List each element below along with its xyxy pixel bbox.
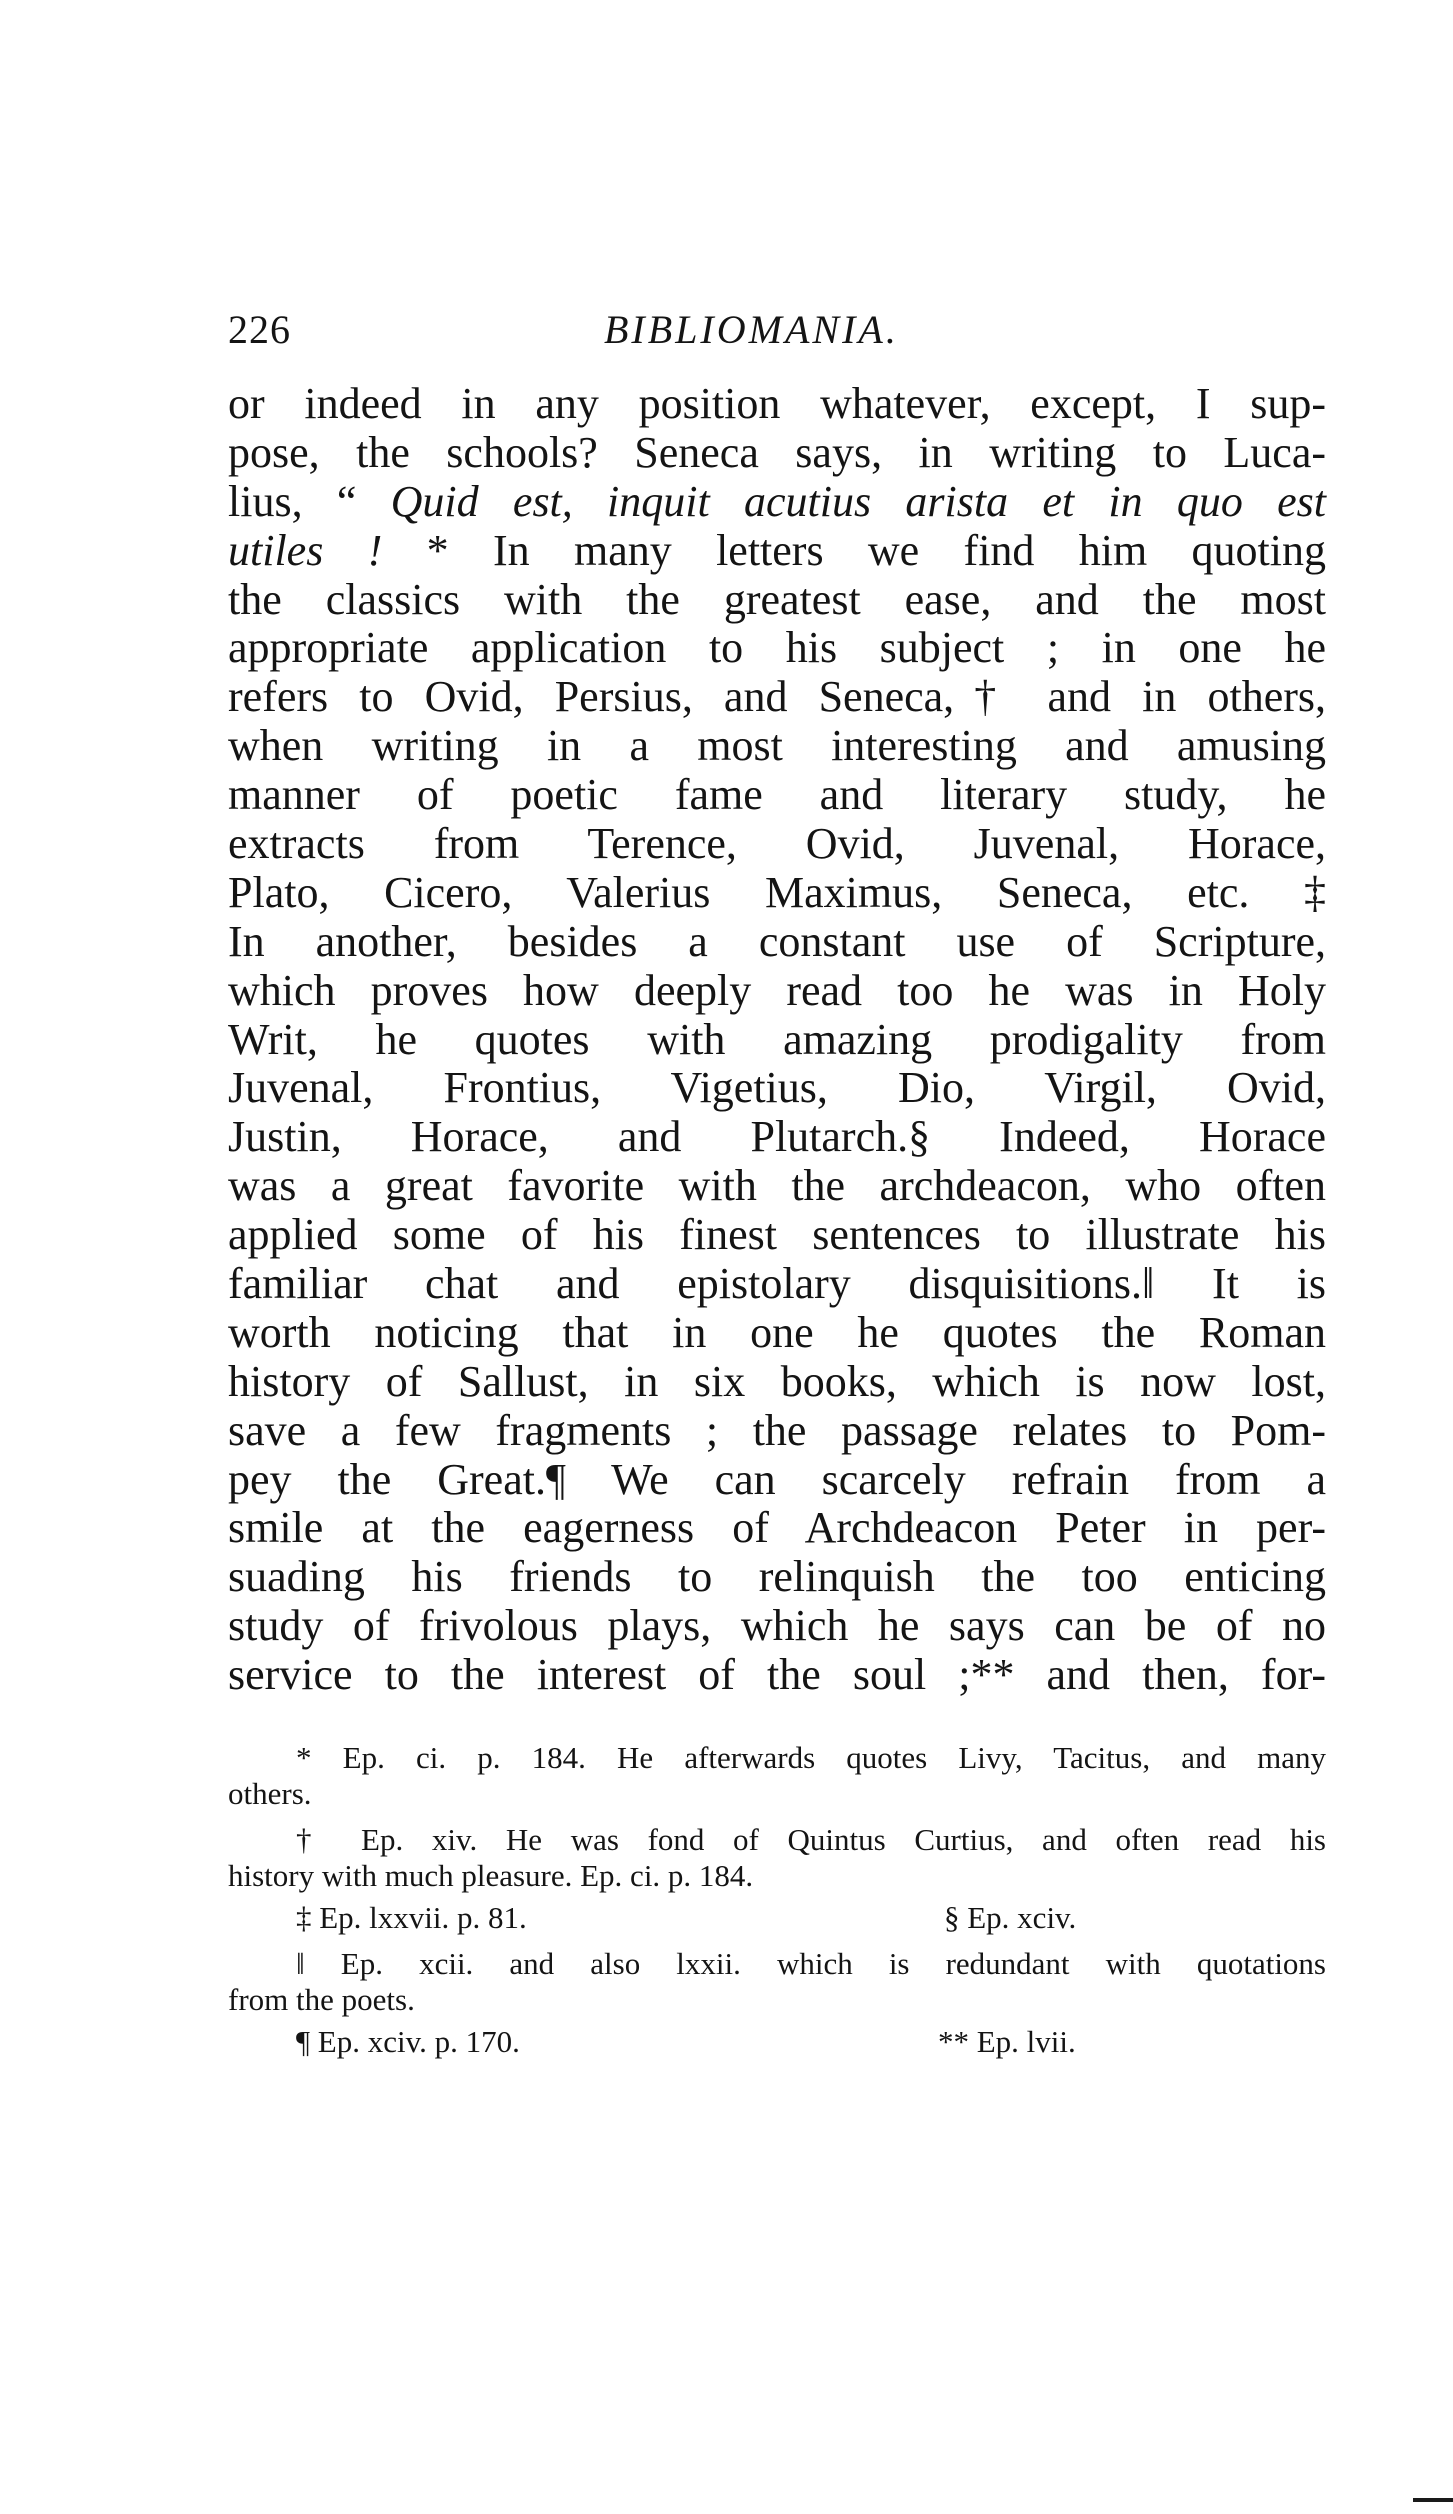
text-line: Juvenal, Frontius, Vigetius, Dio, Virgil, Ovid, <box>228 1063 1326 1113</box>
text-line: In another, besides a constant use of Scripture, <box>228 916 1326 966</box>
footnote-row-6-7 <box>228 2024 1326 2060</box>
footnote-5-continued: from the poets. <box>228 1982 415 2017</box>
text-line: pey the Great.¶ We can scarcely refrain from a <box>228 1454 1326 1504</box>
text-line: Writ, he quotes with amazing prodigality from <box>228 1014 1326 1064</box>
footnote-1: * Ep. ci. p. 184. He afterwards quotes Livy, Tacitus, and many <box>296 1740 1326 1775</box>
text-line: pose, the schools? Seneca says, in writing to Luca- <box>228 427 1326 477</box>
footnote-5: ‖ Ep. xcii. and also lxxii. which is redundant with quotations <box>296 1946 1326 1981</box>
text-line: familiar chat and epistolary disquisitions.‖ It is <box>228 1259 1326 1309</box>
scan-edge-mark <box>1413 2498 1453 2502</box>
text-line: extracts from Terence, Ovid, Juvenal, Horace, <box>228 819 1326 869</box>
text-line-latin-quote <box>228 478 1326 527</box>
text-line: was a great favorite with the archdeacon, who often <box>228 1161 1326 1211</box>
text-line: or indeed in any position whatever, except, I sup- <box>228 379 1326 428</box>
text-line: appropriate application to his subject ; in one he <box>228 623 1326 673</box>
text-fragment: lius, “ <box>228 476 391 526</box>
text-line: Plato, Cicero, Valerius Maximus, Seneca, etc. ‡ <box>228 867 1326 917</box>
running-head <box>228 300 1326 360</box>
text-fragment: * In many letters we find him quoting <box>426 525 1326 575</box>
text-line: smile at the eagerness of Archdeacon Peter in per- <box>228 1503 1326 1553</box>
footnote-3: ‡ Ep. lxxvii. p. 81. <box>296 1900 527 1935</box>
footnote-7: ** Ep. lvii. <box>938 2024 1076 2059</box>
footnote-6: ¶ Ep. xciv. p. 170. <box>296 2024 520 2059</box>
footnotes <box>228 1740 1326 2060</box>
text-line: the classics with the greatest ease, and the most <box>228 574 1326 624</box>
text-line: which proves how deeply read too he was in Holy <box>228 965 1326 1015</box>
text-line-latin-quote-end <box>228 527 1326 576</box>
body-text <box>228 380 1326 1700</box>
text-line: study of frivolous plays, which he says can be of no <box>228 1601 1326 1651</box>
footnote-row-3-4 <box>228 1900 1326 1936</box>
text-line: applied some of his finest sentences to illustrate his <box>228 1210 1326 1260</box>
latin-quote: utiles ! <box>228 525 427 575</box>
page-number: 226 <box>228 307 291 352</box>
footnote-1-continued: others. <box>228 1776 312 1811</box>
text-line: history of Sallust, in six books, which is now lost, <box>228 1356 1326 1406</box>
text-line: manner of poetic fame and literary study, he <box>228 770 1326 820</box>
footnote-4: § Ep. xciv. <box>944 1900 1077 1935</box>
latin-quote: Quid est, inquit acutius arista et in quo est <box>390 476 1326 526</box>
text-line: save a few fragments ; the passage relates to Pom- <box>228 1405 1326 1455</box>
text-line: Justin, Horace, and Plutarch.§ Indeed, Horace <box>228 1112 1326 1162</box>
footnote-2: † Ep. xiv. He was fond of Quintus Curtius, and often read his <box>296 1822 1326 1857</box>
running-title: BIBLIOMANIA. <box>604 307 899 352</box>
text-line: service to the interest of the soul ;** and then, for- <box>228 1650 1326 1700</box>
footnote-2-continued: history with much pleasure. Ep. ci. p. 184. <box>228 1858 754 1893</box>
text-line: refers to Ovid, Persius, and Seneca,† and in others, <box>228 672 1326 722</box>
text-line: when writing in a most interesting and amusing <box>228 721 1326 771</box>
text-line: worth noticing that in one he quotes the Roman <box>228 1307 1326 1357</box>
text-line: suading his friends to relinquish the too enticing <box>228 1552 1326 1602</box>
